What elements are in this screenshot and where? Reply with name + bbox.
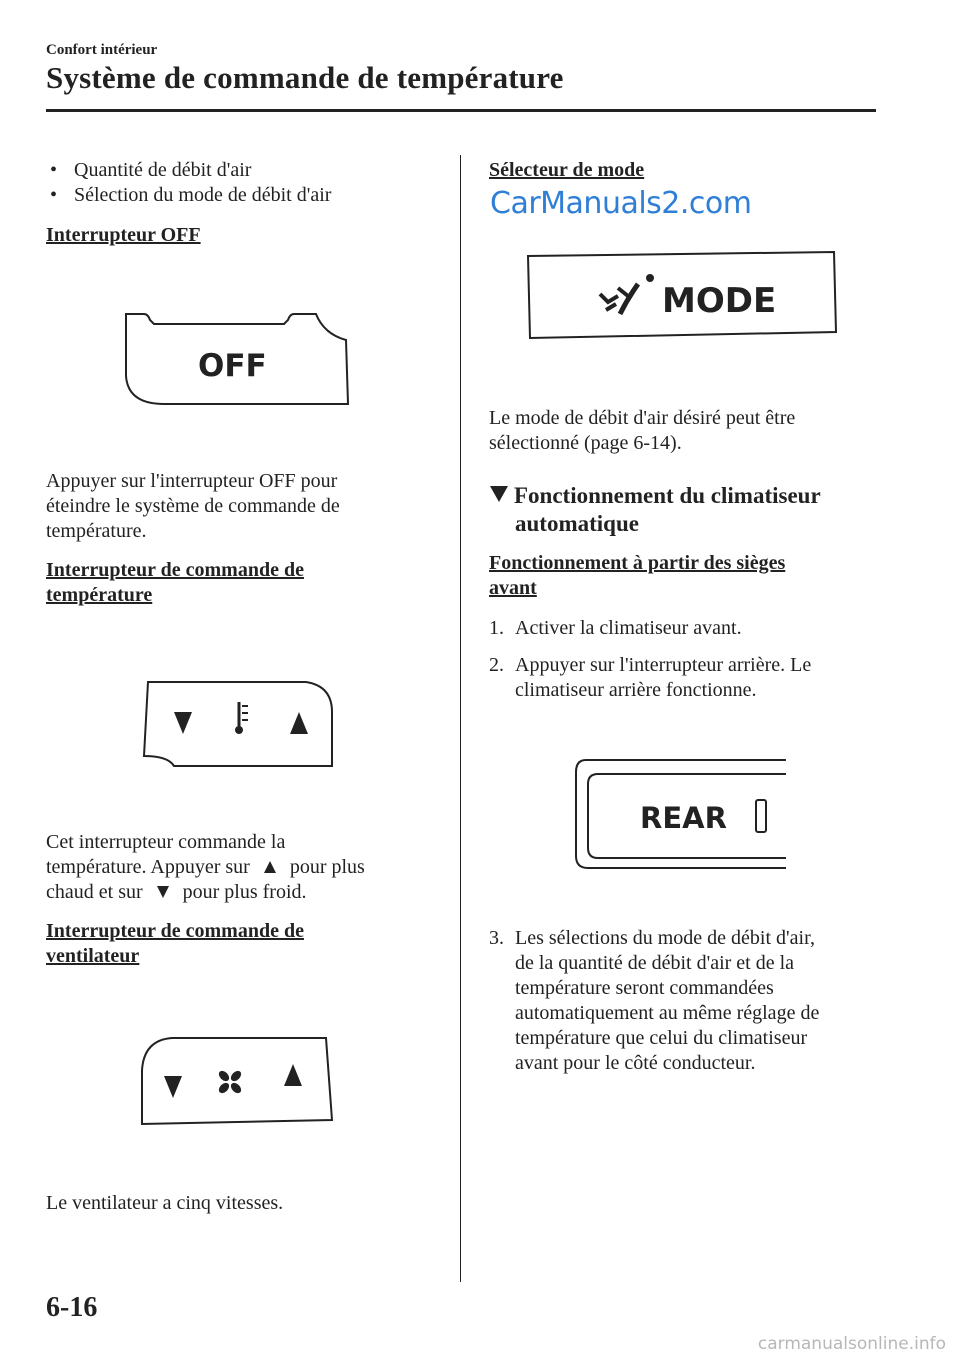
rear-button-label: REAR xyxy=(640,801,727,835)
off-description: Appuyer sur l'interrupteur OFF pour éteindre le système de commande de température. xyxy=(46,470,340,542)
section-marker-icon xyxy=(489,485,509,503)
off-button-label: OFF xyxy=(198,348,267,384)
fan-switch-illustration xyxy=(134,1030,338,1130)
off-switch-heading: Interrupteur OFF xyxy=(46,224,201,246)
mode-description: Le mode de débit d'air désiré peut être sélectionné (page 6-14). xyxy=(489,407,796,454)
bullet-list xyxy=(46,158,331,208)
fan-switch-heading: Interrupteur de commande de ventilateur xyxy=(46,920,304,967)
auto-ac-heading: Fonctionnement du climatiseur automatique xyxy=(489,482,821,538)
temp-switch-heading: Interrupteur de commande de température xyxy=(46,559,304,606)
mode-button-label: MODE xyxy=(662,281,777,321)
bullet-item: • Quantité de débit d'air xyxy=(46,158,331,183)
page-number: 6-16 xyxy=(46,1292,98,1323)
section-label: Confort intérieur xyxy=(46,42,158,58)
bullet-item: • Sélection du mode de débit d'air xyxy=(46,183,331,208)
up-triangle-icon xyxy=(263,860,277,874)
mode-selector-heading: Sélecteur de mode xyxy=(489,159,645,181)
page-title: Système de commande de température xyxy=(46,60,564,95)
footer-url: carmanualsonline.info xyxy=(757,1334,946,1354)
down-triangle-icon xyxy=(156,885,170,899)
watermark: CarManuals2.com xyxy=(490,186,752,221)
steps-list xyxy=(489,616,869,703)
column-divider xyxy=(460,155,461,1282)
step-item: 2. Appuyer sur l'interrupteur arrière. Le climatiseur arrière fonctionne. xyxy=(489,654,812,701)
off-switch-illustration xyxy=(118,306,358,416)
mode-selector-illustration xyxy=(520,248,840,342)
step-item: 3. Les sélections du mode de débit d'air, de la quantité de débit d'air et de la température seront commandées automatiquement au même réglage de température que celui du climatiseur avant pour le côté conducteur. xyxy=(489,927,820,1074)
fan-description: Le ventilateur a cinq vitesses. xyxy=(46,1192,284,1214)
front-seats-heading: Fonctionnement à partir des sièges avant xyxy=(489,552,786,599)
temp-description: Cet interrupteur commande la température. Appuyer sur pour plus chaud et sur pour plus froid. xyxy=(46,831,365,903)
step-item: 1. Activer la climatiseur avant. xyxy=(489,617,742,639)
title-rule xyxy=(46,109,876,112)
temp-switch-illustration xyxy=(138,672,338,772)
rear-switch-illustration xyxy=(572,756,792,872)
